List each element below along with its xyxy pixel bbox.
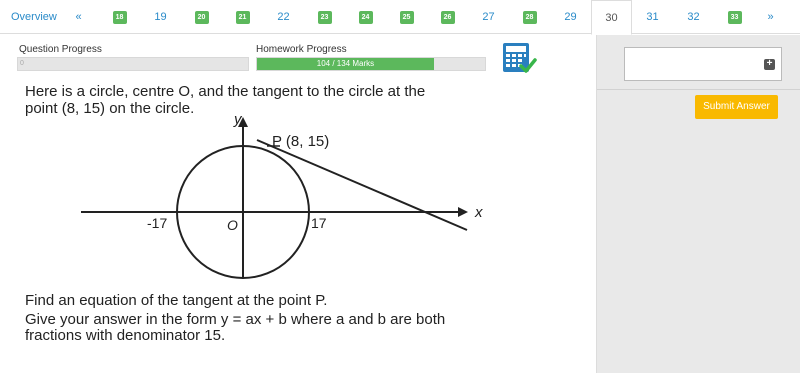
point-p-label: P (8, 15)	[272, 133, 330, 150]
question-text-line-1: Here is a circle, centre O, and the tangent to the circle at the	[25, 83, 426, 100]
nav-question-31[interactable]: 31	[646, 11, 659, 23]
panel-divider	[597, 89, 800, 90]
nav-done-badge: 18	[113, 11, 127, 24]
x-axis-arrow	[458, 207, 468, 217]
nav-question-24[interactable]	[345, 0, 386, 34]
question-text-line-3: Find an equation of the tangent at the point P.	[25, 292, 328, 309]
pos-intercept-label: 17	[311, 215, 327, 231]
nav-question-33[interactable]	[714, 0, 755, 34]
nav-next-link[interactable]: »	[767, 11, 774, 23]
nav-done-badge: 25	[400, 11, 414, 24]
question-text-line-5: fractions with denominator 15.	[25, 327, 226, 344]
nav-done-badge: 20	[195, 11, 209, 24]
question-text-line-4: Give your answer in the form y = ax + b where a and b are both	[25, 311, 446, 328]
nav-prev-link[interactable]: «	[75, 11, 82, 23]
nav-question-18[interactable]	[99, 0, 140, 34]
origin-label: O	[227, 217, 238, 233]
neg-intercept-label: -17	[147, 215, 168, 231]
answer-panel	[596, 35, 800, 373]
homework-progress-text: 104 / 134 Marks	[316, 59, 375, 68]
plus-icon[interactable]: +	[764, 59, 775, 70]
nav-question-19[interactable]: 19	[154, 11, 167, 23]
homework-progress-bar	[256, 57, 486, 71]
nav-question-32[interactable]: 32	[687, 11, 700, 23]
question-progress-label: Question Progress	[19, 44, 102, 55]
nav-question-25[interactable]	[386, 0, 427, 34]
submit-answer-button[interactable]: Submit Answer	[695, 95, 778, 119]
homework-progress-label: Homework Progress	[256, 44, 347, 55]
nav-question-28[interactable]	[509, 0, 550, 34]
nav-done-badge: 28	[523, 11, 537, 24]
tangent-line	[257, 140, 467, 230]
nav-done-badge: 21	[236, 11, 250, 24]
nav-question-26[interactable]	[427, 0, 468, 34]
nav-done-badge: 33	[728, 11, 742, 24]
question-progress-value: 0	[20, 60, 24, 67]
nav-question-30[interactable]: 30	[591, 0, 632, 35]
nav-done-badge: 26	[441, 11, 455, 24]
x-axis-label: x	[475, 204, 483, 221]
nav-done-badge: 24	[359, 11, 373, 24]
answer-input[interactable]	[624, 47, 782, 81]
nav-question-27[interactable]: 27	[482, 11, 495, 23]
circle-tangent-diagram	[75, 110, 495, 290]
question-text-line-2: point (8, 15) on the circle.	[25, 100, 195, 117]
nav-question-22[interactable]: 22	[277, 11, 290, 23]
nav-question-23[interactable]	[304, 0, 345, 34]
nav-question-21[interactable]	[222, 0, 263, 34]
y-axis-label: y	[234, 111, 242, 128]
nav-overview-link[interactable]: Overview	[11, 11, 57, 23]
nav-done-badge: 23	[318, 11, 332, 24]
nav-question-20[interactable]	[181, 0, 222, 34]
nav-question-29[interactable]: 29	[564, 11, 577, 23]
calculator-allowed-icon[interactable]	[501, 41, 537, 75]
question-progress-bar	[17, 57, 249, 71]
question-nav	[0, 0, 800, 34]
